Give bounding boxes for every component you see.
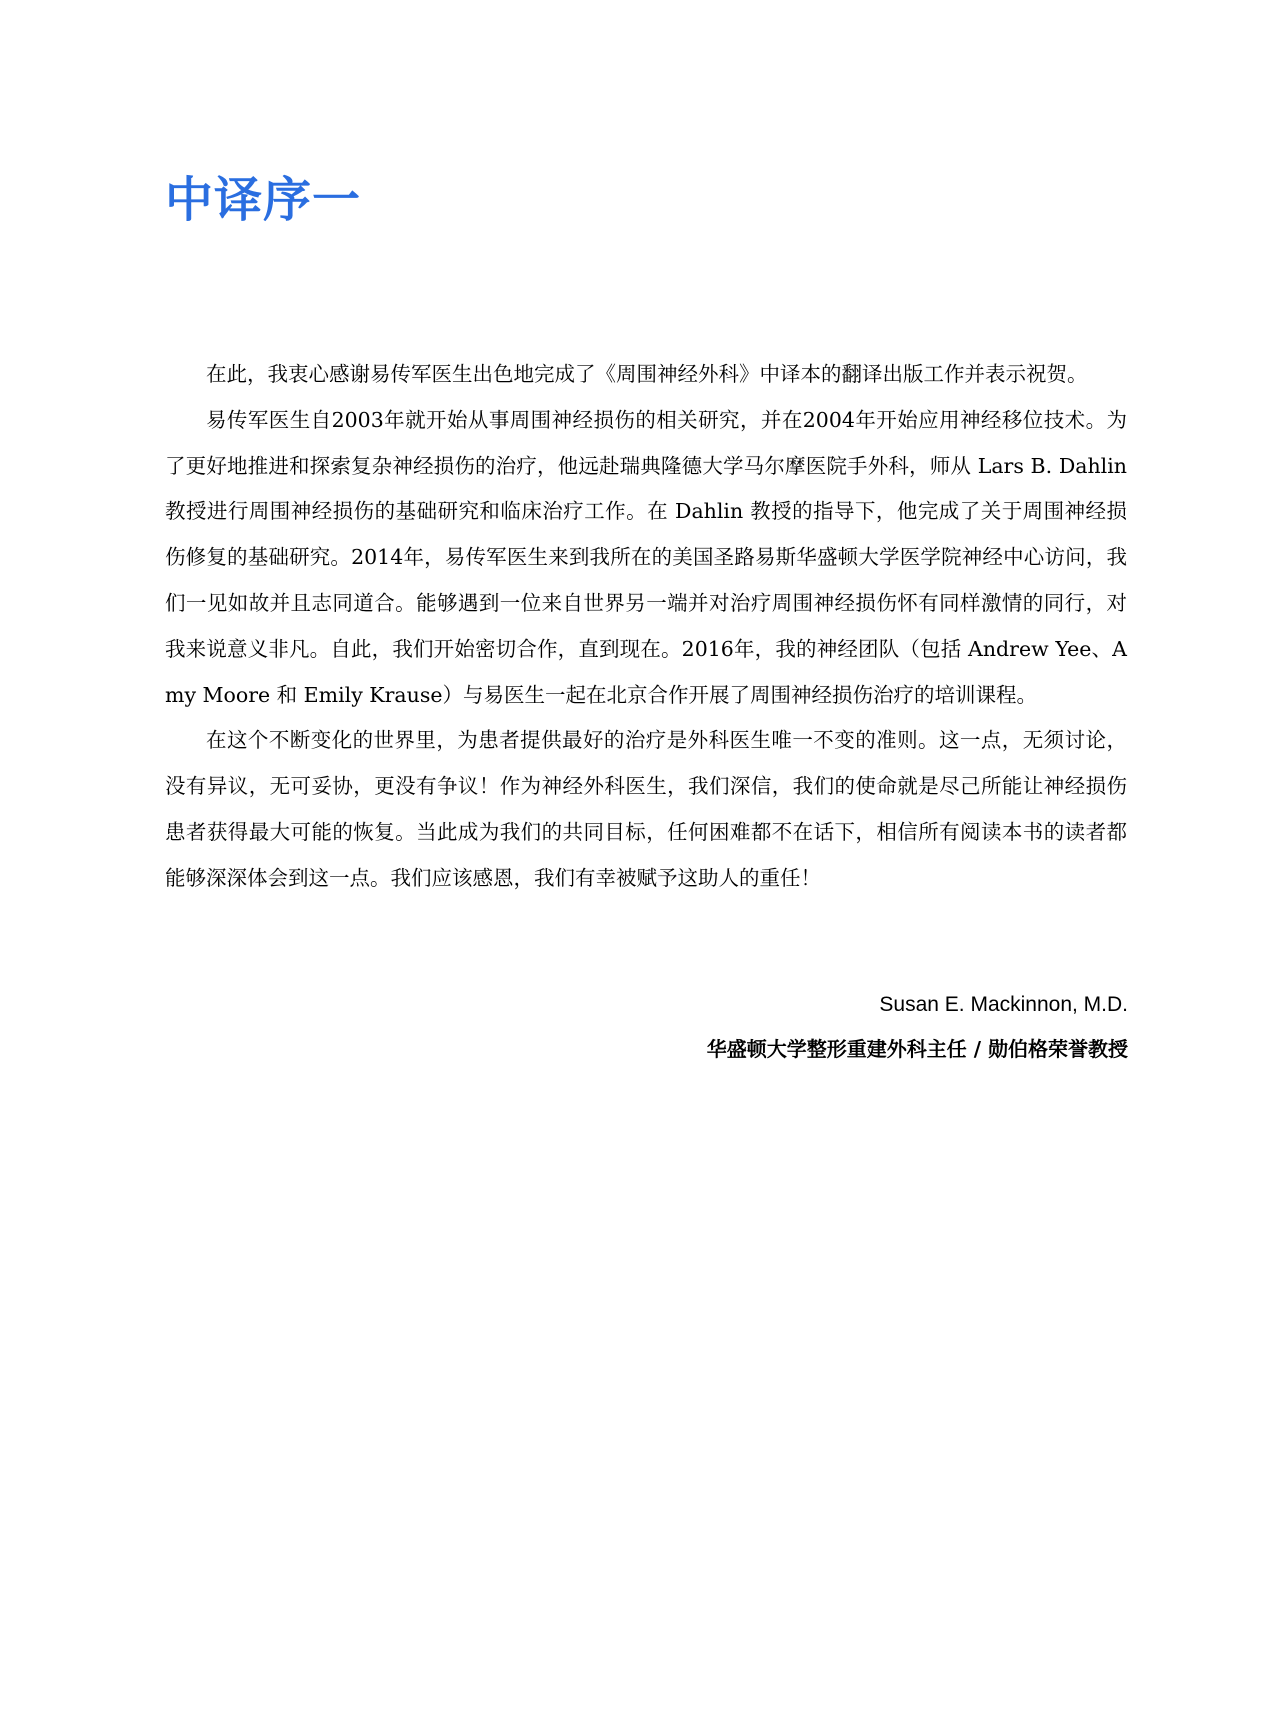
paragraph-3: 在这个不断变化的世界里，为患者提供最好的治疗是外科医生唯一不变的准则。这一点，无须讨论，没有异议，无可妥协，更没有争议！作为神经外科医生，我们深信，我们的使命就是尽己所能让神经损伤患者获得最大可能的恢复。当此成为我们的共同目标，任何困难都不在话下，相信所有阅读本书的读者都能够深深体会到这一点。我们应该感恩，我们有幸被赋予这助人的重任！ <box>165 728 1127 890</box>
signature-block <box>707 990 1128 1064</box>
preface-body <box>165 352 1127 902</box>
page-title: 中译序一 <box>165 172 362 228</box>
author-name: Susan E. Mackinnon, M.D. <box>879 993 1128 1016</box>
paragraph-2: 易传军医生自2003年就开始从事周围神经损伤的相关研究，并在2004年开始应用神经移位技术。为了更好地推进和探索复杂神经损伤的治疗，他远赴瑞典隆德大学马尔摩医院手外科，师从 Lars B. Dahlin 教授进行周围神经损伤的基础研究和临床治疗工作。在 Dahlin 教授的指导下，他完成了关于周围神经损伤修复的基础研究。2014年，易传军医生来到我所在的美国圣路易斯华盛顿大学医学院神经中心访问，我们一见如故并且志同道合。能够遇到一位来自世界另一端并对治疗周围神经损伤怀有同样激情的同行，对我来说意义非凡。自此，我们开始密切合作，直到现在。2016年，我的神经团队（包括 Andrew Yee、Amy Moore 和 Emily Krause）与易医生一起在北京合作开展了周围神经损伤治疗的培训课程。 <box>165 407 1127 707</box>
paragraph-1: 在此，我衷心感谢易传军医生出色地完成了《周围神经外科》中译本的翻译出版工作并表示祝贺。 <box>206 362 1088 386</box>
author-position: 华盛顿大学整形重建外科主任 / 勋伯格荣誉教授 <box>706 1037 1128 1061</box>
